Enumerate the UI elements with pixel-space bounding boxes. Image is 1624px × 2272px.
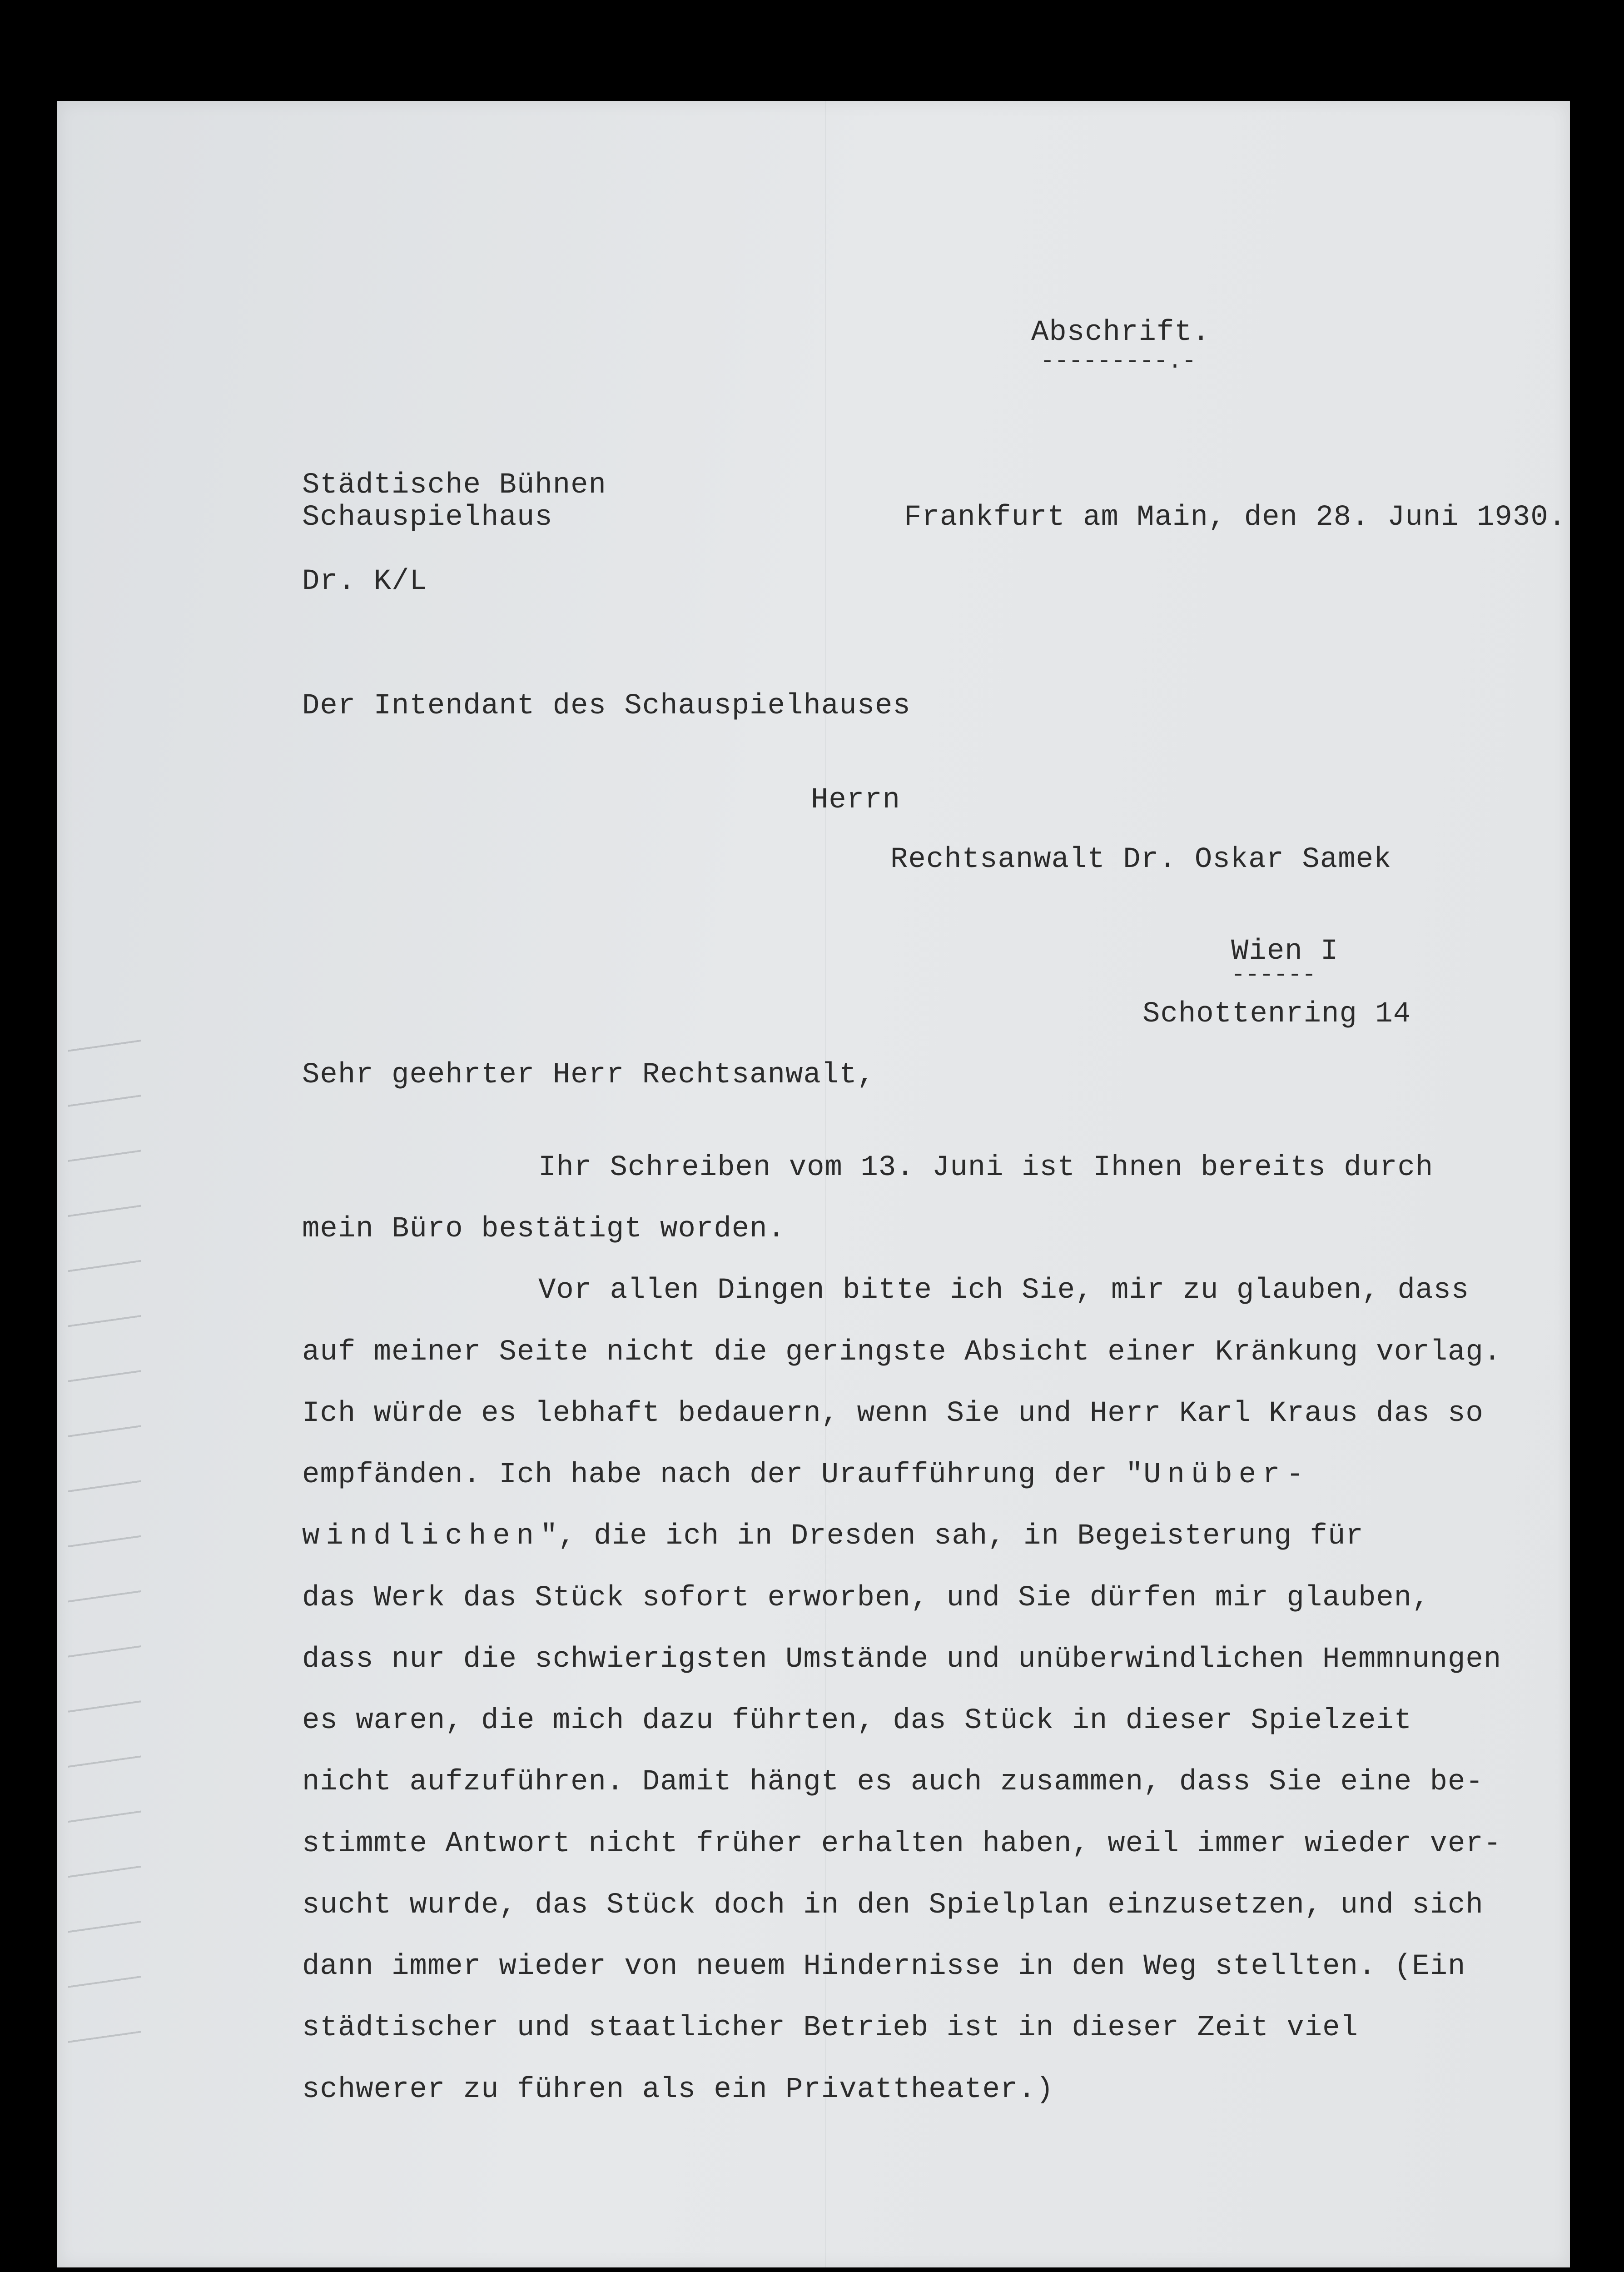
recipient-street: Schottenring 14 — [1142, 998, 1411, 1031]
body-line — [302, 1522, 1364, 1551]
date-line: Frankfurt am Main, den 28. Juni 1930. — [904, 501, 1567, 534]
body-line: städtischer und staatlicher Betrieb ist in dieser Zeit viel — [302, 2012, 1358, 2044]
body-line — [302, 1460, 1310, 1490]
page-edge-marks — [68, 1022, 141, 2068]
document-title-underline: ---------.- — [1040, 348, 1197, 375]
body-line: das Werk das Stück sofort erworben, und Sie dürfen mir glauben, — [302, 1582, 1430, 1614]
body-line: dann immer wieder von neuem Hindernisse in den Weg stellten. (Ein — [302, 1950, 1466, 1983]
recipient-city: Wien I — [1231, 935, 1339, 968]
play-title-part-2: windlichen — [302, 1520, 541, 1553]
body-text: ", die ich in Dresden sah, in Begeisterung für — [540, 1520, 1364, 1553]
recipient-city-underline: ------ — [1231, 962, 1316, 988]
body-line: nicht aufzuführen. Damit hängt es auch zusammen, dass Sie eine be- — [302, 1766, 1484, 1799]
body-line: auf meiner Seite nicht die geringste Absicht einer Kränkung vorlag. — [302, 1336, 1502, 1369]
body-line: sucht wurde, das Stück doch in den Spielplan einzusetzen, und sich — [302, 1889, 1484, 1922]
recipient-name: Rechtsanwalt Dr. Oskar Samek — [890, 843, 1392, 876]
body-line: Ich würde es lebhaft bedauern, wenn Sie und Herr Karl Kraus das so — [302, 1397, 1484, 1430]
body-line: mein Büro bestätigt worden. — [302, 1213, 785, 1246]
sender-line-2: Schauspielhaus — [302, 501, 553, 534]
recipient-title: Herrn — [811, 784, 901, 817]
body-line: schwerer zu führen als ein Privattheater.) — [302, 2073, 1054, 2106]
play-title-part-1: Unüber- — [1143, 1459, 1310, 1491]
body-line: dass nur die schwierigsten Umstände und unüberwindlichen Hemmnungen — [302, 1643, 1502, 1676]
body-line: stimmte Antwort nicht früher erhalten haben, weil immer wieder ver- — [302, 1828, 1502, 1860]
from-line: Der Intendant des Schauspielhauses — [302, 690, 911, 722]
reference-code: Dr. K/L — [302, 565, 427, 598]
document-title: Abschrift. — [1031, 316, 1211, 349]
greeting: Sehr geehrter Herr Rechtsanwalt, — [302, 1059, 875, 1091]
body-line: Vor allen Dingen bitte ich Sie, mir zu glauben, dass — [538, 1274, 1470, 1307]
body-line: Ihr Schreiben vom 13. Juni ist Ihnen bereits durch — [538, 1151, 1434, 1184]
body-text: empfänden. Ich habe nach der Uraufführung der " — [302, 1459, 1144, 1491]
body-line: es waren, die mich dazu führten, das Stück in dieser Spielzeit — [302, 1704, 1412, 1737]
sender-line-1: Städtische Bühnen — [302, 469, 606, 502]
letter-page — [57, 101, 1570, 2267]
